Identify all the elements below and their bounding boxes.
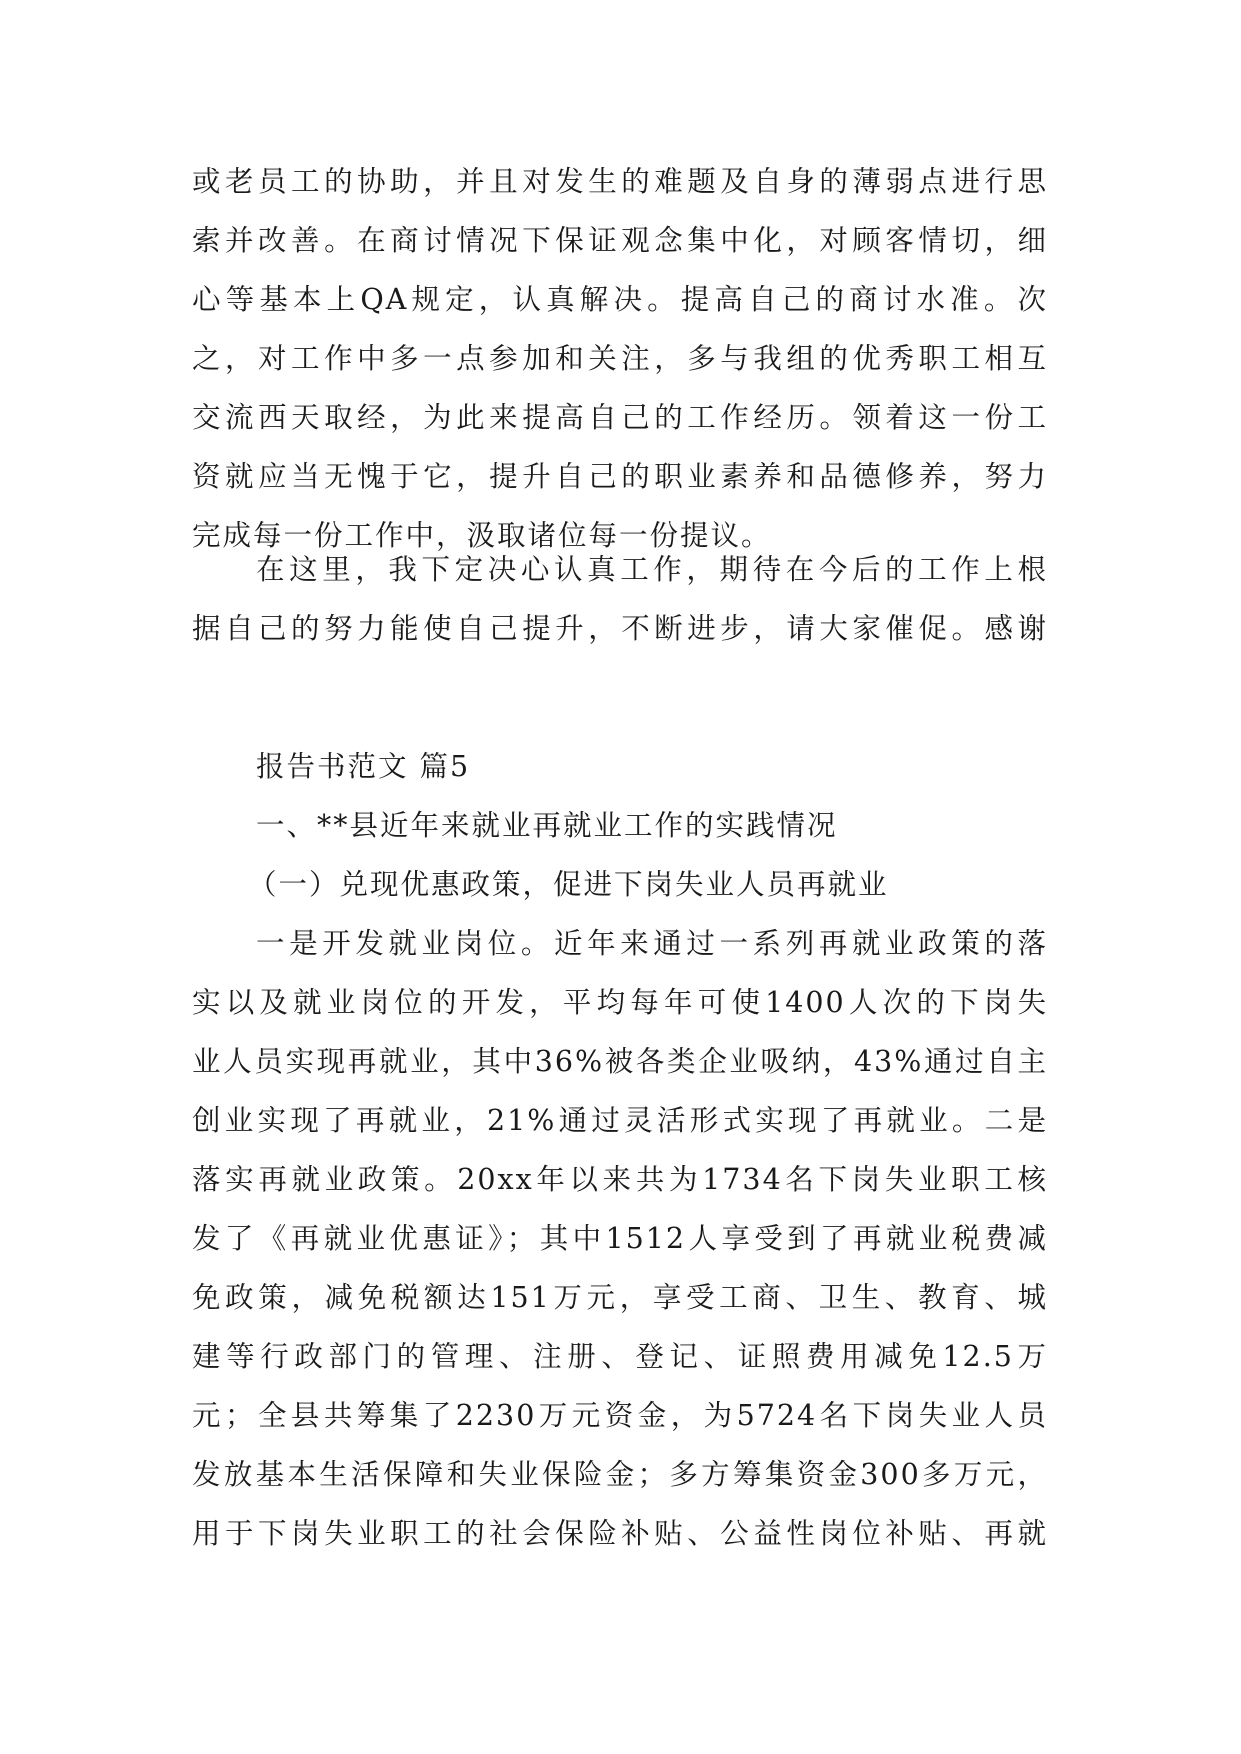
text-line: 落实再就业政策。20xx年以来共为1734名下岗失业职工核 xyxy=(192,1163,1048,1196)
text-line: 用于下岗失业职工的社会保险补贴、公益性岗位补贴、再就 xyxy=(192,1517,1048,1550)
text-line: 实以及就业岗位的开发，平均每年可使1400人次的下岗失 xyxy=(192,986,1048,1019)
text-line: 发了《再就业优惠证》；其中1512人享受到了再就业税费减 xyxy=(192,1222,1048,1255)
text-line: 元；全县共筹集了2230万元资金，为5724名下岗失业人员 xyxy=(192,1399,1048,1432)
text-line: 在这里，我下定决心认真工作，期待在今后的工作上根 xyxy=(256,553,1048,586)
text-line: 业人员实现再就业，其中36%被各类企业吸纳，43%通过自主 xyxy=(192,1045,1048,1078)
text-line: 创业实现了再就业，21%通过灵活形式实现了再就业。二是 xyxy=(192,1104,1048,1137)
heading-level-2: （一）兑现优惠政策，促进下岗失业人员再就业 xyxy=(248,868,889,901)
heading-level-1: 一、**县近年来就业再就业工作的实践情况 xyxy=(256,809,838,842)
text-line: 心等基本上QA规定，认真解决。提高自己的商讨水准。次 xyxy=(192,283,1048,316)
paragraph-1 xyxy=(192,152,1048,565)
text-line: 之，对工作中多一点参加和关注，多与我组的优秀职工相互 xyxy=(192,342,1048,375)
text-line: 完成每一份工作中，汲取诸位每一份提议。 xyxy=(192,519,772,552)
text-line: 据自己的努力能使自己提升，不断进步，请大家催促。感谢 xyxy=(192,612,1048,645)
text-line: 交流西天取经，为此来提高自己的工作经历。领着这一份工 xyxy=(192,401,1048,434)
text-line: 索并改善。在商讨情况下保证观念集中化，对顾客情切，细 xyxy=(192,224,1048,257)
text-line: 或老员工的协助，并且对发生的难题及自身的薄弱点进行思 xyxy=(192,165,1048,198)
text-line: 免政策，减免税额达151万元，享受工商、卫生、教育、城 xyxy=(192,1281,1048,1314)
text-line: 资就应当无愧于它，提升自己的职业素养和品德修养，努力 xyxy=(192,460,1048,493)
text-line: 一是开发就业岗位。近年来通过一系列再就业政策的落 xyxy=(256,927,1048,960)
paragraph-2 xyxy=(192,540,1048,658)
section-heading: 报告书范文 篇5 xyxy=(256,750,471,783)
text-line: 建等行政部门的管理、注册、登记、证照费用减免12.5万 xyxy=(192,1340,1048,1373)
paragraph-3 xyxy=(192,914,1048,1563)
text-line: 发放基本生活保障和失业保险金；多方筹集资金300多万元， xyxy=(192,1458,1048,1491)
